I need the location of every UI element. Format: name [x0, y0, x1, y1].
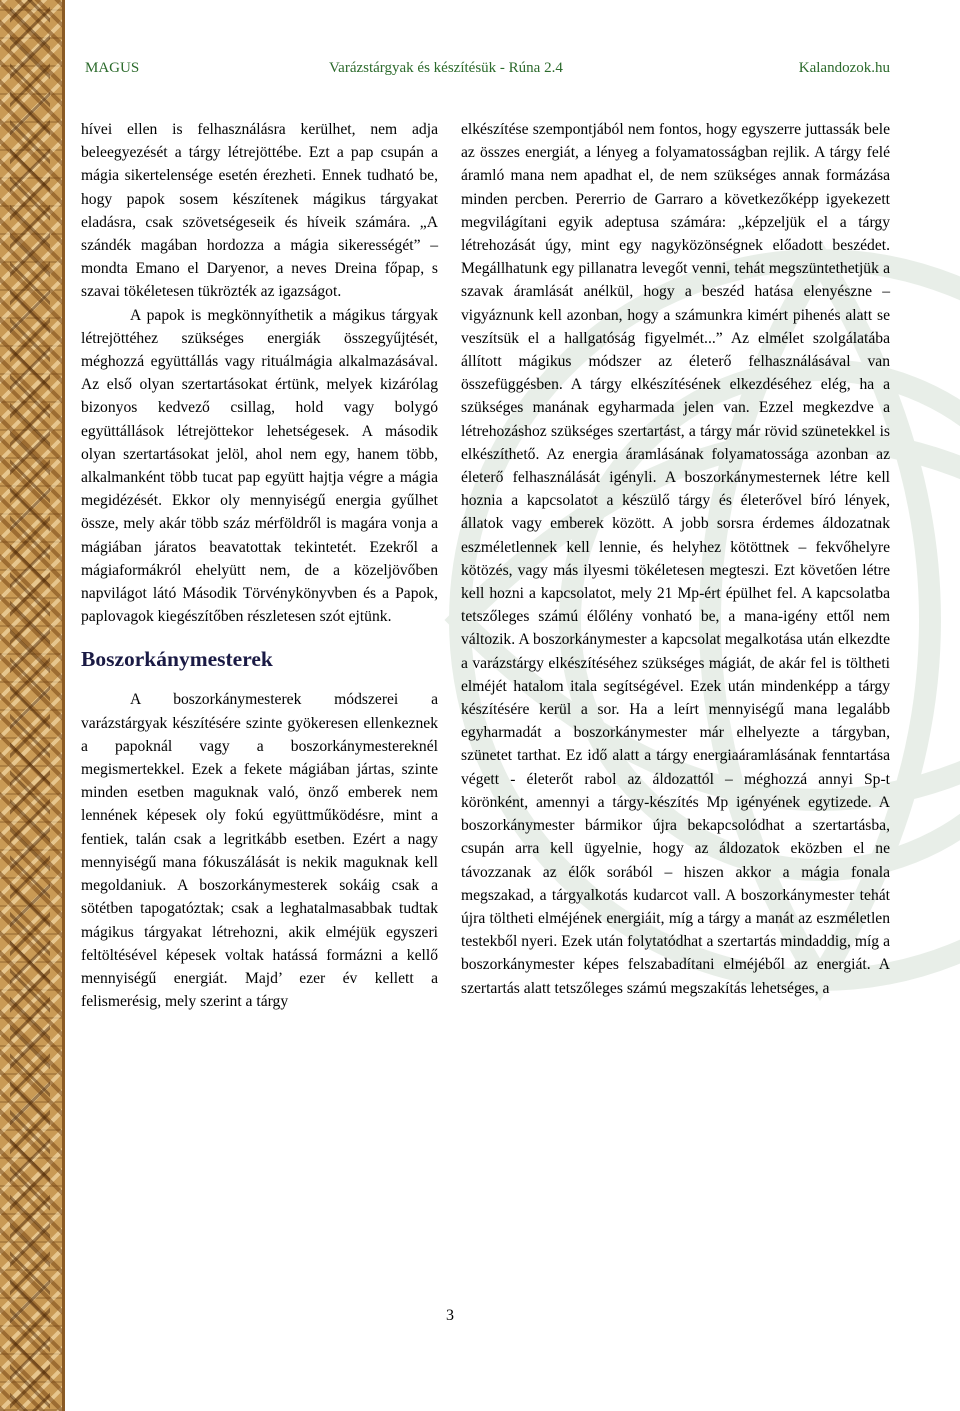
left-paragraph-3: A boszorkánymesterek módszerei a varázstárgyak készítésére szinte gyökeresen ellenkeznek a papoknál vagy a boszorkánymestereknél megismertekkel. Ezek a fekete mágiában jártas, szinte minden esetben maguknak való, önző emberek nem lennének képesek oly fokú együttműködésre, mint a fentiek, talán csak a legritkább esetben. Ezért a nagy mennyiségű mana fókuszálását is nekik maguknak kell megoldaniuk. A boszorkánymesterek sokáig csak a sötétben tapogatóztak; csak a leghatalmasabbak tudtak mágikus tárgyakat létrehozni, akik elméjük egyszeri feltöltésével képesek voltak hatássá formázni a kellő mennyiségű energiát. Majd’ ezer év kellett a felismerésig, mely szerint a tárgy	[81, 691, 438, 1011]
decorative-border	[0, 0, 65, 1411]
left-paragraph-2: A papok is megkönnyíthetik a mágikus tárgyak létrejöttéhez szükséges energiák összegyűjtését, méghozzá együttállás vagy rituálmágia alkalmazásával. Az első olyan szertartásokat értünk, melyek kizárólag bizonyos kedvező csillag, hold vagy bolygó együttállások létrejöttekor lehetségesek. A második olyan szertartásokat jelöl, ahol nem egy, hanem több, alkalmanként több tucat pap együtt hajtja végre a mágia megidézését. Ekkor oly mennyiségű energia gyűlhet össze, mely akár több száz mérföldről is magára vonja a mágiában járatos beavatottak tekintetét. Ezekről a mágiaformákról ehelyütt nem, de a közeljövőben napvilágot látó Második Törvénykönyvben és a Papok, paplovagok kiegészítőben részletesen szót ejtünk.	[81, 306, 438, 626]
header-title: Varázstárgyak és készítésük - Rúna 2.4	[329, 60, 563, 76]
header-right: Kalandozok.hu	[798, 60, 890, 76]
page-number: 3	[446, 1307, 454, 1324]
right-paragraph-1: elkészítése szempontjából nem fontos, hogy egyszerre juttassák bele az összes energiát, a lényeg a folyamatosságban rejlik. A tárgy felé áramló mana nem apadhat el, de nem szükséges annak formázása minden percben. Pererrio de Garraro a következőképp igyekezett megvilágítani egyik adeptusa számára: „képzeljük el a tárgy létrehozását úgy, mint egy nagyközönségnek előadott beszédet. Megállhatunk egy pillanatra levegőt venni, tehát megszüntethetjük a szavak áramlását anélkül, hogy a beszéd hatása elenyészne – vigyáznunk kell azonban, hogy a számunkra kimért pihenés alatt se veszítsük el a hallgatóság figyelmét...” Az elmélet szolgálatába állított mágikus módszer az életerő felhasználásával van összefüggésben. A tárgy elkészítésének elkezdéséhez elég, ha a szükséges manának egyharmada jelen van. Ezzel megkezdve a létrehozáshoz szükséges szertartást, a tárgy már rövid szünetekkel is elkészíthető. Az energia áramlásának folyamatossága azonban az életerő felhasználását igényli. A boszorkánymesternek létre kell hoznia a kapcsolatot a készülő tárgy és életerővel bíró lények, állatok vagy emberek között. A jobb sorsra érdemes áldozatnak eszméletlennek kell lennie, és helyhez kötöttnek – fekvőhelyre kötözés, vagy más ilyesmi tökéletesen megteszi. Ezt követően létre kell hozni a kapcsolatot, mely 21 Mp-ért épülhet fel. A kapcsolatba tetszőleges számú élőlény vonható be, a mana-igény ettől nem változik. A boszorkánymester a kapcsolat megalkotása után elkezdte a varázstárgy elkészítéséhez szükséges mágiát, de akár fel is töltheti elméjét hatalom itala segítségével. Ezek után mindenképp a tárgy készítésére kerül a sor. Ha a leírt mennyiségű mana legalább egyharmadát a boszorkánymester már elhelyezte a tárgyban, szünetet tarthat. Ez idő alatt a tárgy energiaáramlásának fenntartása végett - életerőt rabol az áldozattól – méghozzá annyi Sp-t körönként, amennyi a tárgy-készítés Mp igényének egytizede. A boszorkánymester bármikor újra bekapcsolódhat a szertartásba, csupán arra kell ügyelnie, hogy az áldozatok eközben el ne távozzanak az élők sorából – hiszen akkor a mágia fonala megszakad, a tárgyalkotás kudarcot vall. A boszorkánymester tehát újra töltheti elméjének energiáit, míg a tárgy a manát az eszméletlen testekből nyeri. Ezek után folytatódhat a szertartás mindaddig, míg a boszorkánymester képes felszabadítani elméjéből az energiát. A szertartás alatt tetszőleges számú megszakítás lehetséges, a	[461, 121, 890, 997]
left-paragraph-1: hívei ellen is felhasználásra kerülhet, nem adja beleegyezését a tárgy létrejöttébe. Ezt a pap csupán a mágia sikertelensége esetén érezheti. Ennek tudható be, hogy papok sosem készítenek mágikus tárgyakat eladásra, csak szövetségeseik és híveik számára. „A szándék magában hordozza a mágia sikerességét” – mondta Emano el Daryenor, a neves Dreina főpap, s szavai tökéletesen tükrözték az igazságot.	[81, 121, 438, 301]
page-header	[85, 60, 890, 82]
left-column	[81, 118, 438, 1013]
header-left: MAGUS	[85, 60, 140, 76]
right-column	[461, 118, 890, 1000]
section-heading: Boszorkánymesterek	[81, 647, 273, 672]
